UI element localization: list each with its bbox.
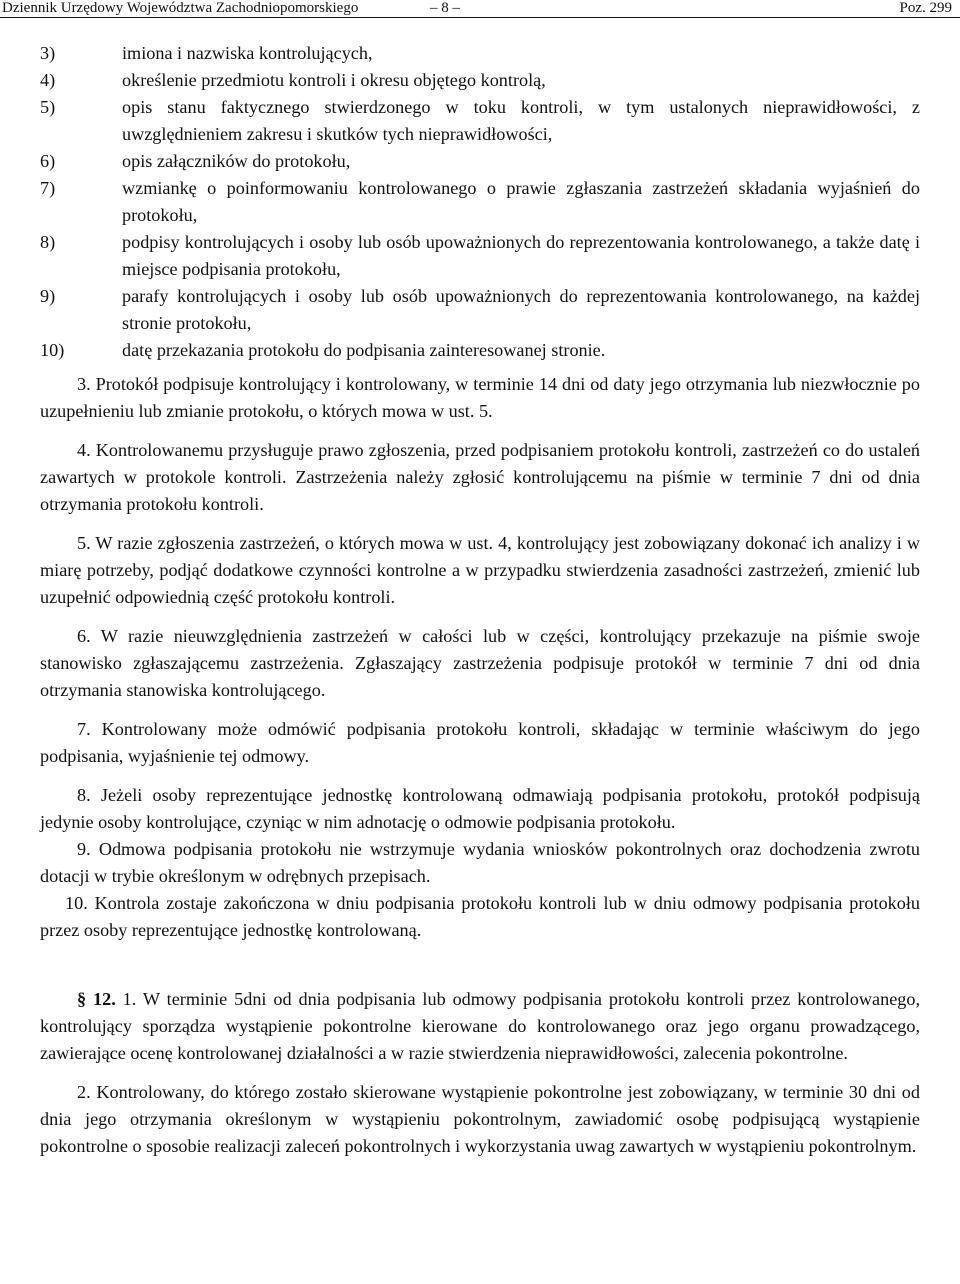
paragraph-3: 3. Protokół podpisuje kontrolujący i kontrolowany, w terminie 14 dni od daty jego otrzymania lub niezwłocznie po uzupełnieniu lub zmianie protokołu, o których mowa w ust. 5.	[40, 374, 920, 421]
list-item-number: 3)	[40, 43, 56, 63]
list-item-number: 9)	[40, 286, 56, 306]
list-item-number: 8)	[40, 232, 56, 252]
list-item	[40, 229, 920, 283]
list-item-text: datę przekazania protokołu do podpisania zainteresowanej stronie.	[122, 340, 606, 360]
position-number: Poz. 299	[899, 0, 952, 16]
paragraph-10: 10. Kontrola zostaje zakończona w dniu podpisania protokołu kontroli lub w dniu odmowy podpisania protokołu przez osoby reprezentujące jednostkę kontrolowaną.	[40, 893, 920, 940]
list-item-text: opis stanu faktycznego stwierdzonego w toku kontroli, w tym ustalonych nieprawidłowości, z uwzględnieniem zakresu i skutków tych nieprawidłowości,	[122, 97, 920, 144]
document-body	[40, 40, 920, 1160]
list-item	[40, 175, 920, 229]
list-item-text: podpisy kontrolujących i osoby lub osób upoważnionych do reprezentowania kontrolowanego, a także datę i miejsce podpisania protokołu,	[122, 232, 920, 279]
list-item-number: 7)	[40, 178, 56, 198]
page-header	[0, 0, 960, 20]
list-item-number: 6)	[40, 151, 56, 171]
list-item	[40, 94, 920, 148]
paragraph-4: 4. Kontrolowanemu przysługuje prawo zgłoszenia, przed podpisaniem protokołu kontroli, zastrzeżeń co do ustaleń zawartych w protokole kontroli. Zastrzeżenia należy zgłosić kontrolującemu na piśmie w terminie 7 dni od dnia otrzymania protokołu kontroli.	[40, 440, 920, 514]
paragraph-6: 6. W razie nieuwzględnienia zastrzeżeń w całości lub w części, kontrolujący przekazuje na piśmie swoje stanowisko zgłaszającemu zastrzeżenia. Zgłaszający zastrzeżenia podpisuje protokół w terminie 7 dni od dnia otrzymania stanowiska kontrolującego.	[40, 626, 920, 700]
header-divider	[0, 17, 960, 18]
journal-title: Dziennik Urzędowy Województwa Zachodniopomorskiego	[2, 0, 359, 16]
paragraph-9: 9. Odmowa podpisania protokołu nie wstrzymuje wydania wniosków pokontrolnych oraz dochodzenia zwrotu dotacji w trybie określonym w odrębnych przepisach.	[40, 839, 920, 886]
list-item	[40, 337, 920, 364]
list-item	[40, 148, 920, 175]
paragraph-7: 7. Kontrolowany może odmówić podpisania protokołu kontroli, składając w terminie właściwym do jego podpisania, wyjaśnienie tej odmowy.	[40, 719, 920, 766]
list-item-text: opis załączników do protokołu,	[122, 151, 351, 171]
list-item-text: imiona i nazwiska kontrolujących,	[122, 43, 373, 63]
list-item-text: parafy kontrolujących i osoby lub osób upoważnionych do reprezentowania kontrolowanego, na każdej stronie protokołu,	[122, 286, 920, 333]
section-12-p1-text: 1. W terminie 5dni od dnia podpisania lub odmowy podpisania protokołu kontroli przez kontrolowanego, kontrolujący sporządza wystąpienie pokontrolne kierowane do kontrolowanego oraz jego organu prowadzącego, zawierające ocenę kontrolowanej działalności a w razie stwierdzenia nieprawidłowości, zalecenia pokontrolne.	[40, 989, 921, 1063]
list-item-text: wzmiankę o poinformowaniu kontrolowanego o prawie zgłaszania zastrzeżeń składania wyjaśnień do protokołu,	[122, 178, 920, 225]
list-item-number: 10)	[40, 340, 65, 360]
paragraph-8: 8. Jeżeli osoby reprezentujące jednostkę kontrolowaną odmawiają podpisania protokołu, protokół podpisują jedynie osoby kontrolujące, czyniąc w nim adnotację o odmowie podpisania protokołu.	[40, 785, 920, 832]
paragraph-5: 5. W razie zgłoszenia zastrzeżeń, o których mowa w ust. 4, kontrolujący jest zobowiązany dokonać ich analizy i w miarę potrzeby, podjąć dodatkowe czynności kontrolne a w przypadku stwierdzenia zasadności zastrzeżeń, zmienić lub uzupełnić odpowiednią część protokołu kontroli.	[40, 533, 920, 607]
list-item-number: 5)	[40, 97, 56, 117]
page-number: – 8 –	[430, 0, 460, 16]
list-item-text: określenie przedmiotu kontroli i okresu objętego kontrolą,	[122, 70, 546, 90]
list-item	[40, 283, 920, 337]
list-item	[40, 67, 920, 94]
section-12-paragraph-1	[40, 986, 920, 1067]
section-12-paragraph-2: 2. Kontrolowany, do którego zostało skierowane wystąpienie pokontrolne jest zobowiązany, w terminie 30 dni od dnia jego otrzymania określonym w wystąpieniu pokontrolnym, zawiadomić osobę podpisującą wystąpienie pokontrolne o sposobie realizacji zaleceń pokontrolnych i wykorzystania uwag zawartych w wystąpieniu pokontrolnym.	[40, 1082, 920, 1156]
section-12-label: § 12.	[77, 989, 116, 1009]
list-item	[40, 40, 920, 67]
list-item-number: 4)	[40, 70, 56, 90]
